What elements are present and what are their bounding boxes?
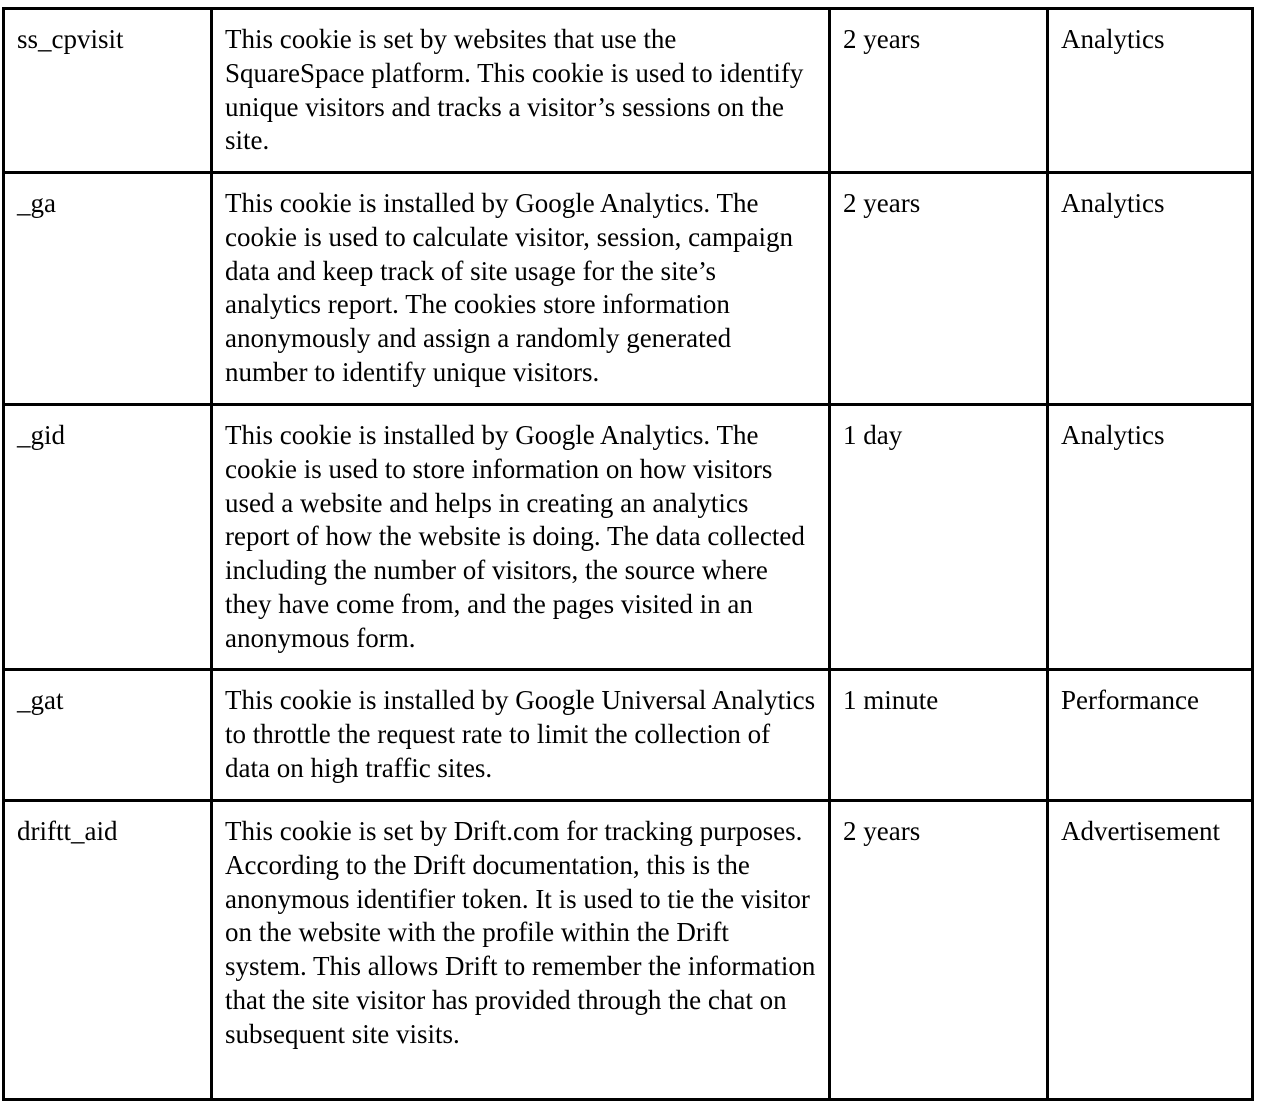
cookie-table	[2, 7, 1254, 1101]
cookie-description-cell: This cookie is set by websites that use the SquareSpace platform. This cookie is used to identify unique visitors and tracks a visitor’s sessions on the site.	[212, 9, 830, 173]
cookie-name-cell: ss_cpvisit	[4, 9, 212, 173]
cookie-description-cell: This cookie is installed by Google Universal Analytics to throttle the request rate to limit the collection of data on high traffic sites.	[212, 670, 830, 801]
table-row	[4, 173, 1253, 405]
table-row	[4, 801, 1253, 1100]
cookie-name-cell: driftt_aid	[4, 801, 212, 1100]
cookie-type-cell: Advertisement	[1048, 801, 1253, 1100]
cookie-duration-cell: 2 years	[830, 9, 1048, 173]
cookie-duration-cell: 1 minute	[830, 670, 1048, 801]
cookie-duration-cell: 2 years	[830, 801, 1048, 1100]
cookie-description-cell: This cookie is installed by Google Analytics. The cookie is used to calculate visitor, session, campaign data and keep track of site usage for the site’s analytics report. The cookies store information anonymously and assign a randomly generated number to identify unique visitors.	[212, 173, 830, 405]
cookie-type-cell: Analytics	[1048, 405, 1253, 670]
cookie-description-cell: This cookie is set by Drift.com for tracking purposes. According to the Drift documentation, this is the anonymous identifier token. It is used to tie the visitor on the website with the profile within the Drift system. This allows Drift to remember the information that the site visitor has provided through the chat on subsequent site visits.	[212, 801, 830, 1100]
cookie-description-cell: This cookie is installed by Google Analytics. The cookie is used to store information on how visitors used a website and helps in creating an analytics report of how the website is doing. The data collected including the number of visitors, the source where they have come from, and the pages visited in an anonymous form.	[212, 405, 830, 670]
cookie-type-cell: Analytics	[1048, 173, 1253, 405]
cookie-name-cell: _ga	[4, 173, 212, 405]
cookie-name-cell: _gat	[4, 670, 212, 801]
cookie-name-cell: _gid	[4, 405, 212, 670]
table-row	[4, 670, 1253, 801]
table-row	[4, 405, 1253, 670]
cookie-duration-cell: 2 years	[830, 173, 1048, 405]
cookie-duration-cell: 1 day	[830, 405, 1048, 670]
cookie-type-cell: Performance	[1048, 670, 1253, 801]
cookie-type-cell: Analytics	[1048, 9, 1253, 173]
table-row	[4, 9, 1253, 173]
